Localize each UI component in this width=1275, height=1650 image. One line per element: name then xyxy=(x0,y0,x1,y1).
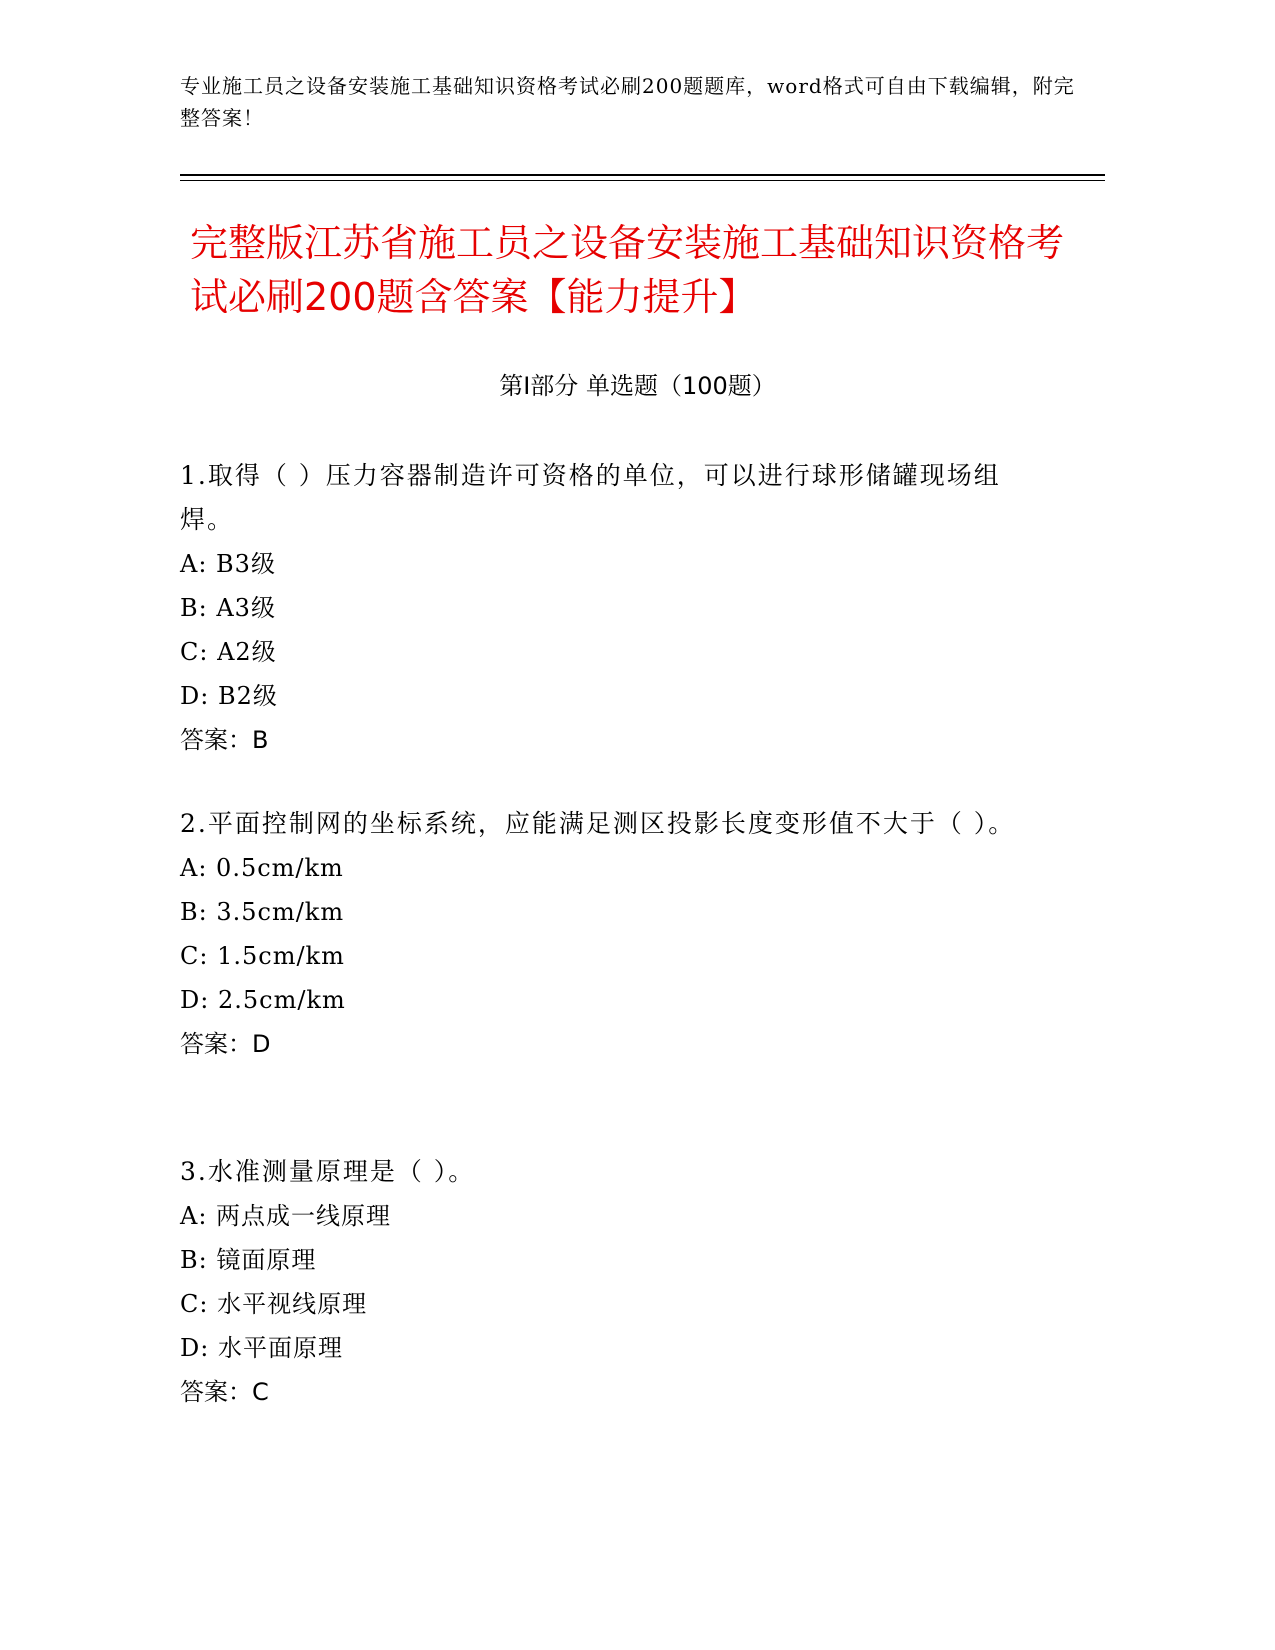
header-note: 专业施工员之设备安装施工基础知识资格考试必刷200题题库，word格式可自由下载编辑，附完整答案！ xyxy=(180,74,1075,130)
document-title: 完整版江苏省施工员之设备安装施工基础知识资格考试必刷200题含答案【能力提升】 xyxy=(190,221,1065,319)
option-b: B: 镜面原理 xyxy=(180,1246,317,1274)
answer: 答案：B xyxy=(180,726,269,754)
header-divider-thin xyxy=(180,180,1105,181)
question-1 xyxy=(180,454,1050,762)
answer: 答案：C xyxy=(180,1378,269,1406)
option-d: D: B2级 xyxy=(180,682,278,710)
header-divider-thick xyxy=(180,174,1105,176)
option-c: C: 水平视线原理 xyxy=(180,1290,368,1318)
question-3 xyxy=(180,1150,1050,1414)
option-a: A: 0.5cm/km xyxy=(180,854,344,882)
option-a: A: 两点成一线原理 xyxy=(180,1202,392,1230)
option-c: C: A2级 xyxy=(180,638,277,666)
section-title: 第Ⅰ部分 单选题（100题） xyxy=(499,372,776,400)
question-2 xyxy=(180,802,1050,1066)
option-d: D: 2.5cm/km xyxy=(180,986,346,1014)
option-a: A: B3级 xyxy=(180,550,276,578)
question-stem: 2.平面控制网的坐标系统，应能满足测区投影长度变形值不大于（ ）。 xyxy=(180,809,1016,838)
option-d: D: 水平面原理 xyxy=(180,1334,343,1362)
option-b: B: 3.5cm/km xyxy=(180,898,345,926)
option-b: B: A3级 xyxy=(180,594,276,622)
answer: 答案：D xyxy=(180,1030,271,1058)
question-stem: 3.水准测量原理是（ ）。 xyxy=(180,1157,476,1186)
question-stem: 1.取得（ ）压力容器制造许可资格的单位，可以进行球形储罐现场组焊。 xyxy=(180,461,1001,534)
option-c: C: 1.5cm/km xyxy=(180,942,345,970)
